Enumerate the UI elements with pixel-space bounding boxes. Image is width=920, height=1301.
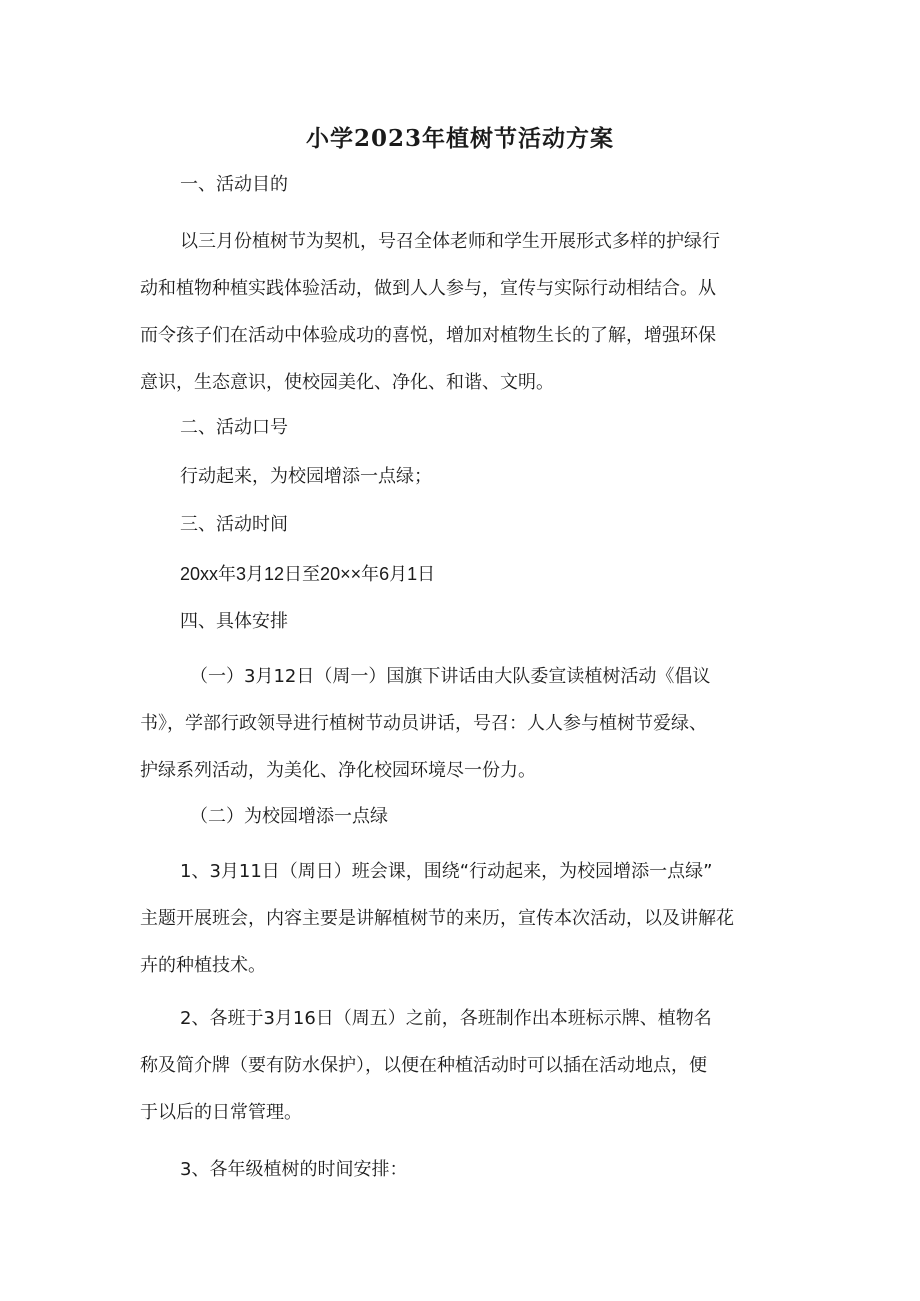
paragraph-line: 2、各班于3月16日（周五）之前，各班制作出本班标示牌、植物名 — [180, 1008, 712, 1029]
paragraph-line: 卉的种植技术。 — [140, 955, 266, 976]
paragraph-line: 主题开展班会，内容主要是讲解植树节的来历，宣传本次活动，以及讲解花 — [140, 908, 734, 929]
paragraph-line: 动和植物种植实践体验活动，做到人人参与，宣传与实际行动相结合。从 — [140, 278, 716, 299]
section-heading-time: 三、活动时间 — [180, 514, 288, 535]
paragraph-point-two — [140, 995, 800, 1136]
paragraph-purpose — [140, 218, 800, 406]
paragraph-line: 于以后的日常管理。 — [140, 1102, 302, 1123]
section-heading-slogan: 二、活动口号 — [180, 417, 288, 438]
paragraph-line: 护绿系列活动，为美化、净化校园环境尽一份力。 — [140, 760, 536, 781]
paragraph-line: 意识，生态意识，使校园美化、净化、和谐、文明。 — [140, 372, 554, 393]
subheading-add-green: （二）为校园增添一点绿 — [190, 806, 388, 827]
paragraph-point-three: 3、各年级植树的时间安排： — [180, 1159, 408, 1180]
paragraph-line: （一）3月12日（周一）国旗下讲话由大队委宣读植树活动《倡议 — [190, 666, 711, 687]
activity-time: 20xx年3月12日至20××年6月1日 — [180, 564, 436, 584]
paragraph-point-one — [140, 848, 800, 989]
paragraph-line: 称及简介牌（要有防水保护），以便在种植活动时可以插在活动地点，便 — [140, 1055, 707, 1076]
slogan-text: 行动起来，为校园增添一点绿； — [180, 466, 432, 487]
paragraph-line: 以三月份植树节为契机，号召全体老师和学生开展形式多样的护绿行 — [180, 231, 720, 252]
paragraph-line: 1、3月11日（周日）班会课，围绕“行动起来，为校园增添一点绿” — [180, 861, 713, 882]
section-heading-arrangement: 四、具体安排 — [180, 611, 288, 632]
paragraph-line: 书》，学部行政领导进行植树节动员讲话，号召：人人参与植树节爱绿、 — [140, 713, 707, 734]
paragraph-line: 而令孩子们在活动中体验成功的喜悦，增加对植物生长的了解，增强环保 — [140, 325, 716, 346]
document-title: 小学2023年植树节活动方案 — [305, 125, 614, 152]
section-heading-purpose: 一、活动目的 — [180, 174, 288, 195]
paragraph-arrangement-one — [140, 653, 800, 794]
